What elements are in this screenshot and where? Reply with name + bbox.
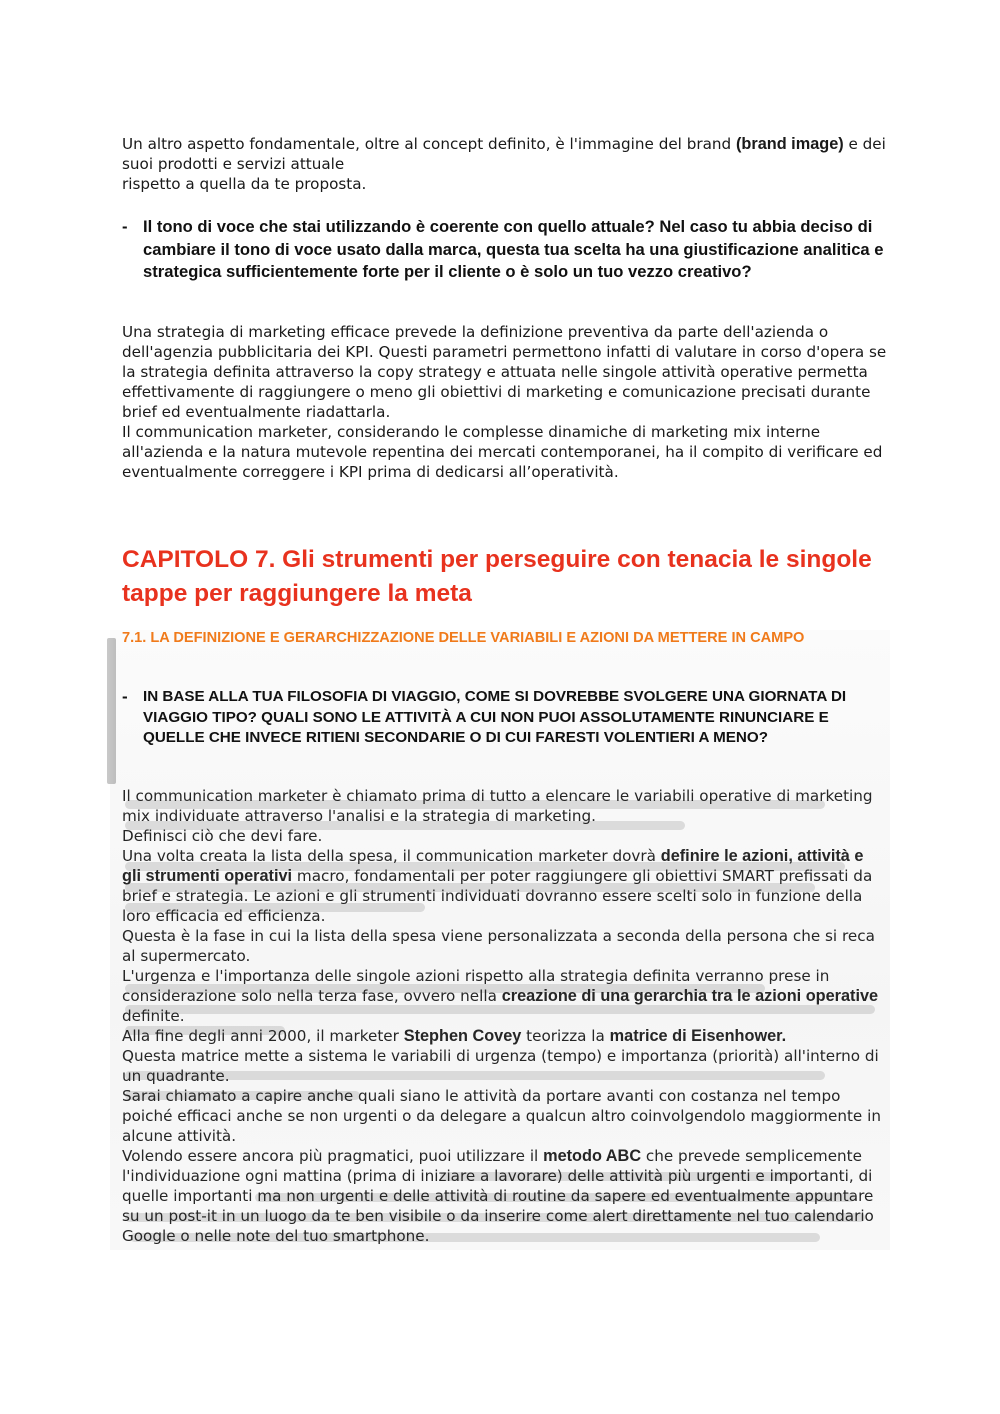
bullet-text: IN BASE ALLA TUA FILOSOFIA DI VIAGGIO, COME SI DOVREBBE SVOLGERE UNA GIORNATA DI VIAGGIO TIPO? QUALI SONO LE ATTIVITÀ A CUI NON PUOI ASSOLUTAMENTE RINUNCIARE E QUELLE CHE INVECE RITIENI SECONDARIE O DI CUI FARESTI VOLENTIERI A MENO? — [143, 688, 847, 746]
intro-text-b: e dei suoi prodotti e servizi attuale — [122, 135, 886, 173]
kpi-text-1: Una strategia di marketing efficace prevede la definizione preventiva da parte dell'azienda o dell'agenzia pubblicitaria dei KPI. Questi parametri permettono infatti di valutare in corso d'opera se la strategia definita attraverso la copy strategy e attuata nelle singole attività operative permetta effettivamente di raggiungere o meno gli obiettivi di marketing e comunicazione precisati durante brief ed eventualmente riadattarla. — [122, 323, 887, 421]
kpi-text-2: Il communication marketer, considerando le complesse dinamiche di marketing mix interne all'azienda e la natura mutevole repentina dei mercati contemporanei, ha il compito di verificare ed eventualmente correggere i KPI prima di dedicarsi all’operatività. — [122, 423, 883, 481]
bullet-text: Il tono di voce che stai utilizzando è coerente con quello attuale? Nel caso tu abbia deciso di cambiare il tono di voce usato dalla marca, questa tua scelta ha una giustificazione analitica e strategica sufficientemente forte per il cliente o è solo un tuo vezzo creativo? — [143, 217, 884, 281]
section-title: 7.1. LA DEFINIZIONE E GERARCHIZZAZIONE DELLE VARIABILI E AZIONI DA METTERE IN CAMPO — [122, 630, 805, 646]
intro-text-a: Un altro aspetto fondamentale, oltre al concept definito, è l'immagine del brand — [122, 135, 737, 153]
bullet-tone-of-voice — [122, 216, 892, 284]
body-line-6a: Alla fine degli anni 2000, il marketer — [122, 1027, 404, 1045]
body-bold-hierarchy: creazione di una gerarchia tra le azioni operative — [501, 987, 879, 1005]
body-text-block — [122, 786, 886, 1246]
bullet-dash: - — [122, 217, 128, 236]
body-line-3a: Una volta creata la lista della spesa, il communication marketer dovrà — [122, 847, 661, 865]
body-line-4: Questa è la fase in cui la lista della spesa viene personalizzata a seconda della persona che si reca al supermercato. — [122, 927, 875, 965]
body-line-7: Questa matrice mette a sistema le variabili di urgenza (tempo) e importanza (priorità) all'interno di un quadrante. — [122, 1047, 879, 1085]
body-line-1: Il communication marketer è chiamato prima di tutto a elencare le variabili operative di marketing mix individuate attraverso l'analisi e la strategia di marketing. — [122, 787, 873, 825]
bullet-travel-day — [122, 687, 882, 749]
body-line-8: Sarai chiamato a capire anche quali siano le attività da portare avanti con costanza nel tempo poiché efficaci anche se non urgenti o da delegare a qualcun altro coinvolgendolo maggiormente in alcune attività. — [122, 1087, 881, 1145]
body-line-3b: macro, fondamentali per poter raggiungere gli obiettivi SMART prefissati da brief e strategia. Le azioni e gli strumenti individuati dovranno essere scelti solo in funzione della loro efficacia ed efficienza. — [122, 867, 873, 925]
chapter-title: CAPITOLO 7. Gli strumenti per perseguire con tenacia le singole tappe per raggiungere la meta — [122, 546, 872, 607]
brand-image-bold: (brand image) — [736, 135, 844, 153]
body-line-5a: L'urgenza e l'importanza delle singole azioni rispetto alla strategia definita verranno prese in considerazione solo nella terza fase, ovvero nella — [122, 967, 830, 1005]
intro-paragraph — [122, 134, 892, 194]
body-line-2: Definisci ciò che devi fare. — [122, 827, 323, 845]
body-line-9b: che prevede semplicemente l'individuazione ogni mattina (prima di iniziare a lavorare) delle attività più urgenti e importanti, di quelle importanti ma non urgenti e delle attività di routine da sapere ed eventualmente appuntare su un post-it in un luogo da te ben visibile o da inserire come alert direttamente nel tuo calendario Google o nelle note del tuo smartphone. — [122, 1147, 874, 1245]
body-line-5b: definite. — [122, 1007, 185, 1025]
intro-text-c: rispetto a quella da te proposta. — [122, 175, 367, 193]
body-line-9a: Volendo essere ancora più pragmatici, puoi utilizzare il — [122, 1147, 544, 1165]
body-bold-actions: definire le azioni, attività e gli strumenti operativi — [122, 847, 864, 885]
body-bold-abc: metodo ABC — [543, 1147, 642, 1165]
body-line-6b: teorizza la — [521, 1027, 610, 1045]
body-bold-eisenhower: matrice di Eisenhower. — [609, 1027, 787, 1045]
margin-marker-bar — [107, 638, 116, 784]
kpi-paragraph — [122, 322, 892, 482]
body-bold-covey: Stephen Covey — [403, 1027, 522, 1045]
bullet-dash: - — [122, 687, 128, 706]
